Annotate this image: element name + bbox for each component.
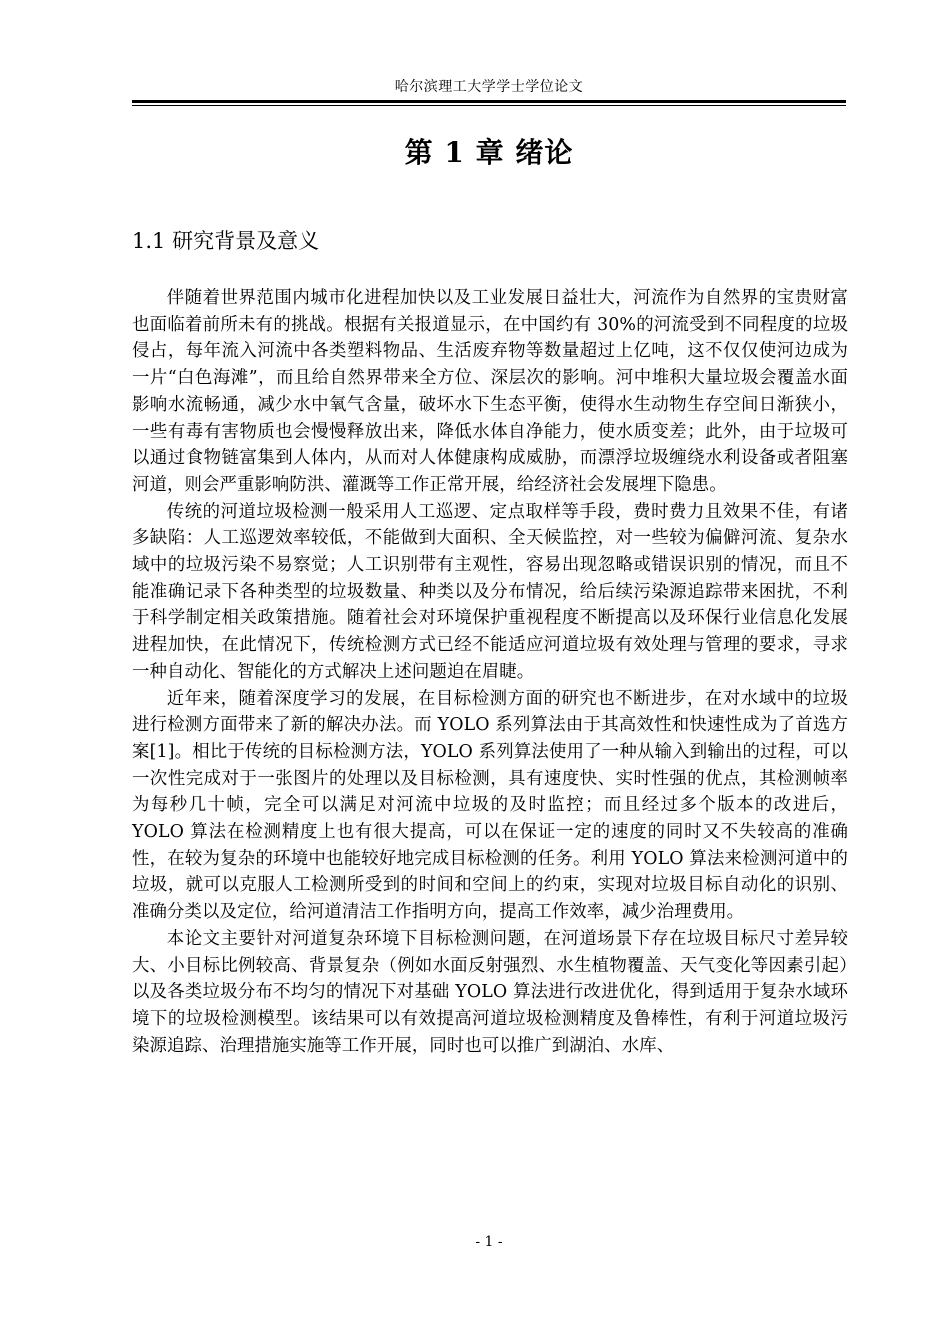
paragraph-traditional-detection: 传统的河道垃圾检测一般采用人工巡逻、定点取样等手段，费时费力且效果不佳，有诸多缺陷：人工巡逻效率较低，不能做到大面积、全天候监控，对一些较为偏僻河流、复杂水域中的垃圾污染不易察觉；人工识别带有主观性，容易出现忽略或错误识别的情况，而且不能准确记录下各种类型的垃圾数量、种类以及分布情况，给后续污染源追踪带来困扰，不利于科学制定相关政策措施。随着社会对环境保护重视程度不断提高以及环保行业信息化发展进程加快，在此情况下，传统检测方式已经不能适应河道垃圾有效处理与管理的要求，寻求一种自动化、智能化的方式解决上述问题迫在眉睫。: [132, 501, 848, 682]
paragraph-thesis-scope: 本论文主要针对河道复杂环境下目标检测问题，在河道场景下存在垃圾目标尺寸差异较大、小目标比例较高、背景复杂（例如水面反射强烈、水生植物覆盖、天气变化等因素引起）以及各类垃圾分布不均匀的情况下对基础 YOLO 算法进行改进优化，得到适用于复杂水域环境下的垃圾检测模型。该结果可以有效提高河道垃圾检测精度及鲁棒性，有利于河道垃圾污染源追踪、治理措施实施等工作开展，同时也可以推广到湖泊、水库、: [132, 928, 848, 1056]
header-rule-thick: [132, 100, 846, 103]
body-text: [132, 285, 848, 1059]
running-header: 哈尔滨理工大学学士学位论文: [394, 79, 584, 95]
chapter-title: 第 1 章 绪论: [404, 136, 574, 169]
paragraph-yolo: 近年来，随着深度学习的发展，在目标检测方面的研究也不断进步，在对水域中的垃圾进行检测方面带来了新的解决办法。而 YOLO 系列算法由于其高效性和快速性成为了首选方案[1]。相比于传统的目标检测方法，YOLO 系列算法使用了一种从输入到输出的过程，可以一次性完成对于一张图片的处理以及目标检测，具有速度快、实时性强的优点，其检测帧率为每秒几十帧，完全可以满足对河流中垃圾的及时监控；而且经过多个版本的改进后，YOLO 算法在检测精度上也有很大提高，可以在保证一定的速度的同时又不失较高的准确性，在较为复杂的环境中也能较好地完成目标检测的任务。利用 YOLO 算法来检测河道中的垃圾，就可以克服人工检测所受到的时间和空间上的约束，实现对垃圾目标自动化的识别、准确分类以及定位，给河道清洁工作指明方向，提高工作效率，减少治理费用。: [132, 688, 848, 923]
paragraph-background: 伴随着世界范围内城市化进程加快以及工业发展日益壮大，河流作为自然界的宝贵财富也面临着前所未有的挑战。根据有关报道显示，在中国约有 30%的河流受到不同程度的垃圾侵占，每年流入河流中各类塑料物品、生活废弃物等数量超过上亿吨，这不仅仅使河边成为一片“白色海滩”，而且给自然界带来全方位、深层次的影响。河中堆积大量垃圾会覆盖水面影响水流畅通，减少水中氧气含量，破坏水下生态平衡，使得水生动物生存空间日渐狭小，一些有毒有害物质也会慢慢释放出来，降低水体自净能力，使水质变差；此外，由于垃圾可以通过食物链富集到人体内，从而对人体健康构成威胁，而漂浮垃圾缠绕水利设备或者阻塞河道，则会严重影响防洪、灌溉等工作正常开展，给经济社会发展埋下隐患。: [132, 288, 848, 495]
page-number: - 1 -: [475, 1234, 503, 1250]
header-rule-thin: [132, 105, 846, 106]
section-title: 1.1 研究背景及意义: [132, 229, 320, 253]
